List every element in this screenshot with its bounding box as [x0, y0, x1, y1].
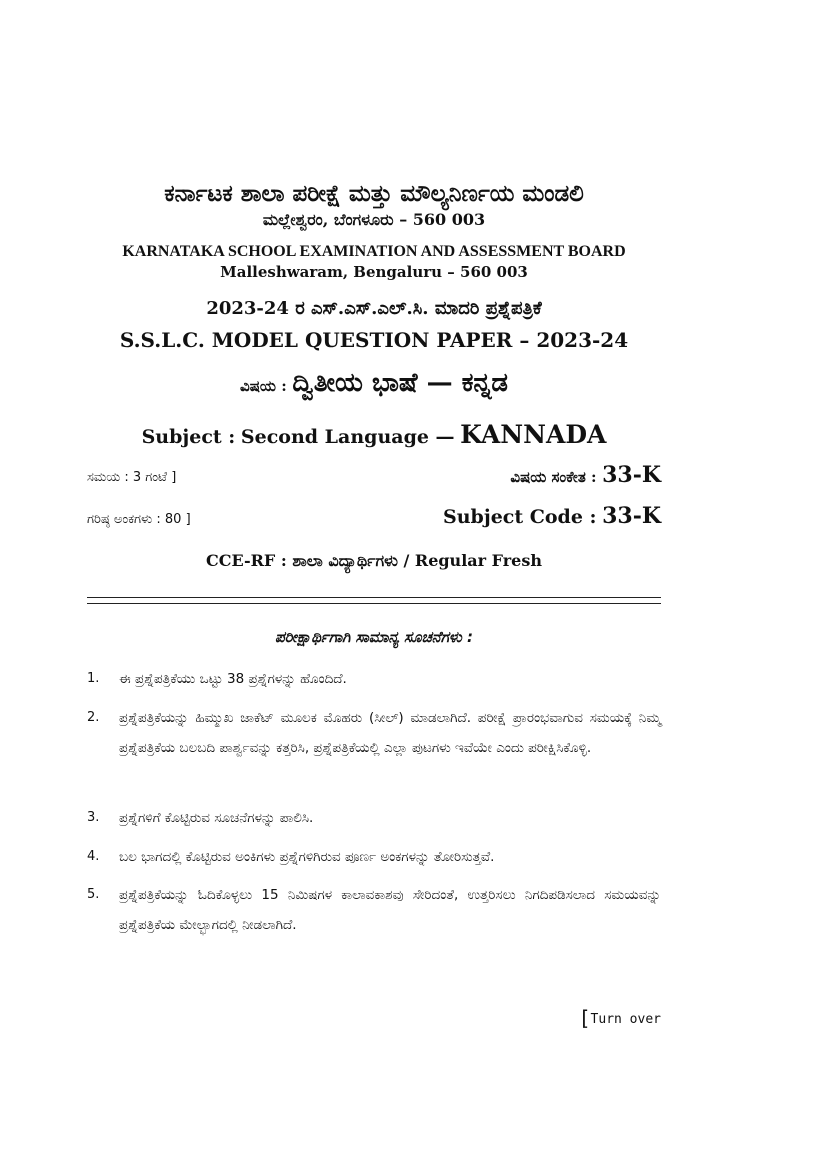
subject-name-english: Second Language — [240, 426, 455, 448]
list-item-number: 2. [87, 710, 100, 725]
address-kannada: ಮಲ್ಲೇಶ್ವರಂ, ಬೆಂಗಳೂರು – 560 003 [262, 210, 486, 229]
subject-code-english-label: Subject Code : [443, 506, 597, 528]
list-item-number: 1. [87, 671, 100, 686]
address-english: Malleshwaram, Bengaluru – 560 003 [220, 263, 528, 281]
list-item-number: 5. [87, 887, 100, 902]
list-item: ಪ್ರಶ್ನೆಪತ್ರಿಕೆಯನ್ನು ಓದಿಕೊಳ್ಳಲು 15 ನಿಮಿಷಗಳ ಕಾಲಾವಕಾಶವು ಸೇರಿದಂತೆ, ಉತ್ತರಿಸಲು ನಿಗದಿಪಡಿಸಲಾದ ಸಮಯವನ್ನು ಪ್ರಶ್ನೆಪತ್ರಿಕೆಯ ಮೇಲ್ಭಾಗದಲ್ಲಿ ನೀಡಲಾಗಿದೆ. [119, 887, 661, 933]
list-item: ಈ ಪ್ರಶ್ನೆಪತ್ರಿಕೆಯು ಒಟ್ಟು 38 ಪ್ರಶ್ನೆಗಳನ್ನು ಹೊಂದಿದೆ. [119, 671, 347, 687]
subject-code-kannada [510, 462, 661, 488]
subject-name-kannada: ದ್ವಿತೀಯ ಭಾಷೆ — ಕನ್ನಡ [292, 368, 508, 398]
subject-code-kannada-label: ವಿಷಯ ಸಂಕೇತ : [510, 468, 597, 486]
board-name-kannada: ಕರ್ನಾಟಕ ಶಾಲಾ ಪರೀಕ್ಷೆ ಮತ್ತು ಮೌಲ್ಯನಿರ್ಣಯ ಮಂಡಲಿ [164, 180, 584, 207]
subject-code-english [443, 503, 661, 529]
list-item: ಪ್ರಶ್ನೆಗಳಿಗೆ ಕೊಟ್ಟಿರುವ ಸೂಚನೆಗಳನ್ನು ಪಾಲಿಸಿ. [119, 810, 314, 826]
turn-over-text: Turn over [590, 1012, 661, 1027]
divider [87, 603, 661, 604]
subject-code-value: 33-K [602, 462, 661, 488]
list-item-number: 3. [87, 810, 100, 825]
max-marks: ಗರಿಷ್ಠ ಅಂಕಗಳು : 80 ] [87, 512, 191, 527]
list-item-number: 4. [87, 849, 100, 864]
paper-title-english: S.S.L.C. MODEL QUESTION PAPER – 2023-24 [119, 328, 629, 352]
subject-code-value: 33-K [602, 503, 661, 529]
subject-label-english: Subject : [141, 426, 236, 448]
subject-english [87, 420, 661, 449]
subject-label-kannada: ವಿಷಯ : [240, 377, 287, 395]
paper-title-kannada: 2023-24 ರ ಎಸ್.ಎಸ್.ಎಲ್.ಸಿ. ಮಾದರಿ ಪ್ರಶ್ನೆಪತ್ರಿಕೆ [206, 298, 542, 319]
board-name-english: KARNATAKA SCHOOL EXAMINATION AND ASSESSMENT BOARD [122, 243, 626, 260]
time-allowed: ಸಮಯ : 3 ಗಂಟೆ ] [87, 470, 177, 485]
list-item: ಬಲ ಭಾಗದಲ್ಲಿ ಕೊಟ್ಟಿರುವ ಅಂಕಿಗಳು ಪ್ರಶ್ನೆಗಳಿಗಿರುವ ಪೂರ್ಣ ಅಂಕಗಳನ್ನು ತೋರಿಸುತ್ತವೆ. [119, 849, 495, 865]
subject-name-english-large: KANNADA [460, 420, 607, 449]
list-item: ಪ್ರಶ್ನೆಪತ್ರಿಕೆಯನ್ನು ಹಿಮ್ಮುಖ ಜಾಕೆಟ್ ಮೂಲಕ ಮೊಹರು (ಸೀಲ್) ಮಾಡಲಾಗಿದೆ. ಪರೀಕ್ಷೆ ಪ್ರಾರಂಭವಾಗುವ ಸಮಯಕ್ಕೆ ನಿಮ್ಮ ಪ್ರಶ್ನೆಪತ್ರಿಕೆಯ ಬಲಬದಿ ಪಾರ್ಶ್ವವನ್ನು ಕತ್ತರಿಸಿ, ಪ್ರಶ್ನೆಪತ್ರಿಕೆಯಲ್ಲಿ ಎಲ್ಲಾ ಪುಟಗಳು ಇವೆಯೇ ಎಂದು ಪರೀಕ್ಷಿಸಿಕೊಳ್ಳಿ. [119, 710, 661, 756]
bracket: [ [578, 1006, 591, 1030]
instructions-heading: ಪರೀಕ್ಷಾರ್ಥಿಗಾಗಿ ಸಾಮಾನ್ಯ ಸೂಚನೆಗಳು : [275, 628, 473, 646]
divider [87, 597, 661, 598]
turn-over-note [579, 1004, 662, 1028]
subject-kannada [87, 368, 661, 399]
candidate-category: CCE-RF : ಶಾಲಾ ವಿದ್ಯಾರ್ಥಿಗಳು / Regular Fresh [206, 551, 542, 570]
